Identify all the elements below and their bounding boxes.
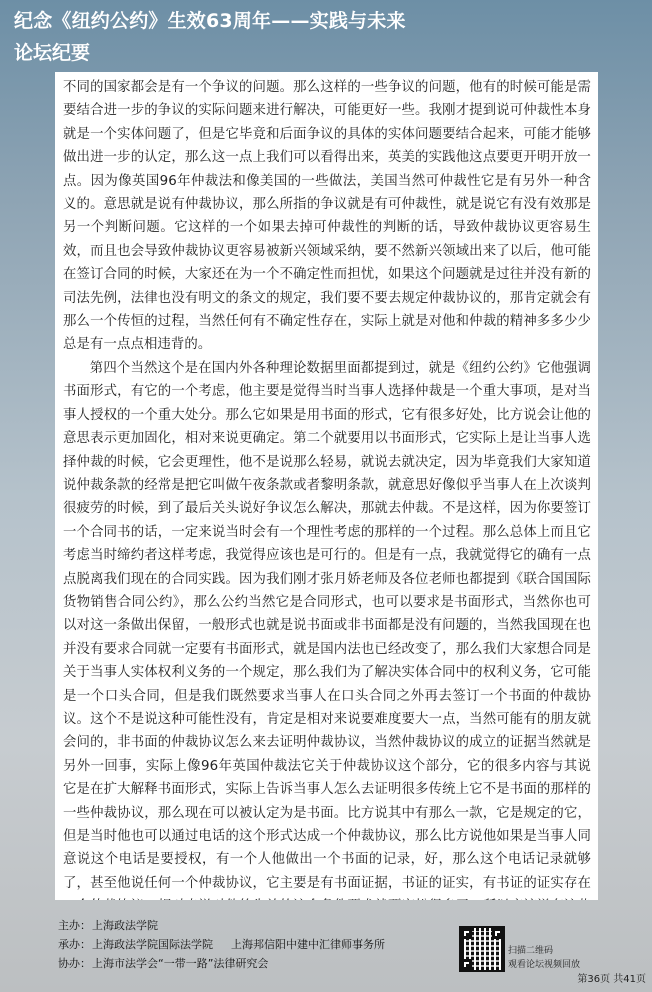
organizer-label: 承办： [58,938,91,951]
page-title: 纪念《纽约公约》生效63周年——实践与未来 [14,10,406,32]
page-number: 第36页 共41页 [577,974,646,985]
scan-caption [508,944,580,972]
qr-code-icon[interactable] [459,926,505,972]
page-header [14,8,406,66]
content-panel [55,72,598,900]
co-organizer-name: 上海市法学会“一带一路”法律研究会 [92,957,269,970]
paragraph-2: 第四个当然这个是在国内外各种理论数据里面都提到过，就是《纽约公约》它他强调书面形式，有它的一个考虑，他主要是觉得当时当事人选择仲裁是一个重大事项，是对当事人授权的一个重大处分。那么它如果是用书面的形式，它有很多好处，比方说会让他的意思表示更加固化，相对来说更确定。第二个就要用以书面形式，它实际上是让当事人选择仲裁的时候，它会更理性，他不是说那么轻易，就说去就决定，因为毕竟我们大家知道说仲裁条款的经常是把它叫做午夜条款或者黎明条款，就意思好像似乎当事人在上次谈判很疲劳的时候，到了最后关头说好争议怎么解决，那就去仲裁。不是这样，因为你要签订一个合同书的话，一定来说当时会有一个理性考虑的那样的一个过程。那么总体上而且它考虑当时缔约者这样考虑，我觉得应该也是可行的。但是有一点，我就觉得它的确有一点点脱离我们现在的合同实践。因为我们刚才张月娇老师及各位老师也都提到《联合国国际货物销售合同公约》，那么公约当然它是合同形式，也可以要求是书面形式，当然你也可以对这一条做出保留，一般形式也就是说书面或非书面都是没有问题的，当然我国现在也并没有要求合同就一定要有书面形式，就是国内法也已经改变了，那么我们大家想合同是关于当事人实体权利义务的一个规定，那么我们为了解决实体合同中的权利义务，它可能是一个口头合同，但是我们既然要求当事人在口头合同之外再去签订一个书面的仲裁协议。这个不是说这种可能性没有，肯定是相对来说要难度要大一点，当然可能有的朋友就会问的，非书面的仲裁协议怎么来去证明仲裁协议，当然仲裁协议的成立的证据当然就是另外一回事，实际上像96年英国仲裁法它关于仲裁协议这个部分，它的很多内容与其说它是在扩大解释书面形式，实际上告诉当事人怎么去证明很多传统上它不是书面的那样的一些仲裁协议，那么现在可以被认定为是书面。比方说其中有那么一款，它是规定的它，但是当时他也可以通过电话的这个形式达成一个仲裁协议，那么比方说他如果是当事人同意说这个电话是要授权，有一个人他做出一个书面的记录，好，那么这个电话记录就够了，甚至他说任何一个仲裁协议，它主要是有书面证据，书证的证实，有书证的证实存在 [63,360,591,891]
organizer-name: 上海政法学院国际法学院 [92,938,213,951]
scan-caption-line-1: 扫描二维码 [508,946,554,956]
footer-host [58,916,648,935]
scan-caption-line-2: 观看论坛视频回放 [508,960,581,970]
page-subtitle: 论坛纪要 [14,42,91,64]
co-organizer-label: 协办： [58,957,91,970]
host-label: 主办： [58,919,91,932]
organizer-name-2: 上海邦信阳中建中汇律师事务所 [231,938,385,951]
footer [58,916,648,992]
paragraph-1: 不同的国家都会是有一个争议的问题。那么这样的一些争议的问题，他有的时候可能是需要结合进一步的争议的实际问题来进行解决，可能更好一些。我刚才提到说可仲裁性本身就是一个实体问题了，但是它毕竟和后面争议的具体的实体问题要结合起来，可能才能够做出进一步的认定，那么这一点上我们可以看得出来，英美的实践他这点要更开明开放一点。因为像英国96年仲裁法和像美国的一些做法，美国当然可仲裁性它是有另外一种含义的。意思就是说有仲裁协议，那么所指的争议就是有可仲裁性，就是说它有没有效那是另一个判断问题。它这样的一个如果去掉可仲裁性的判断的话，导致仲裁协议更容易生效，而且也会导致仲裁协议更容易被新兴领域采纳，要不然新兴领域出来了以后，他可能在签订合同的时候，大家还在为一个不确定性而担忧，如果这个问题就是过往并没有新的司法先例，法律也没有明文的条文的规定，我们要不要去规定仲裁协议的，那肯定就会有那么一个传恒的过程，当然任何有不确定性存在，实际上就是对他和仲裁的精神多多少少总是有一点点相违背的。 [63,80,591,353]
host-name: 上海政法学院 [92,919,158,932]
